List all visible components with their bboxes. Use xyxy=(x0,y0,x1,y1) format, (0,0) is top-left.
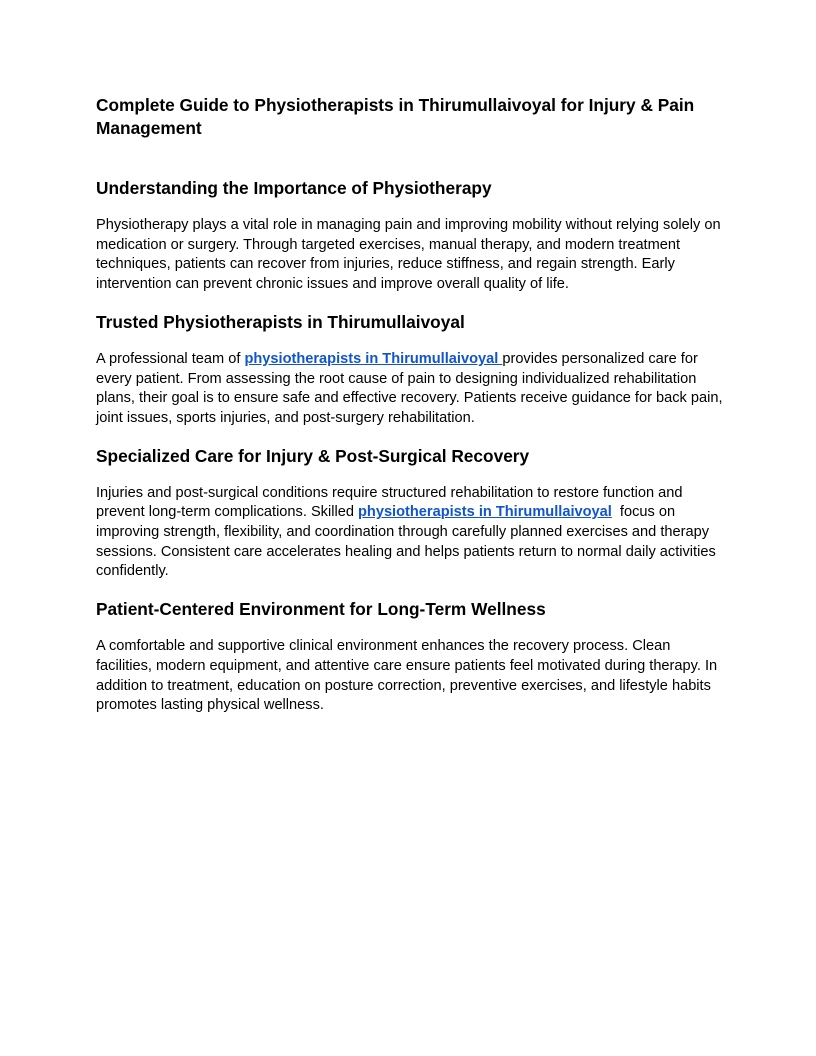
document-page xyxy=(96,94,726,716)
section-heading-specialized: Specialized Care for Injury & Post-Surgical Recovery xyxy=(96,445,530,466)
section-heading-environment: Patient-Centered Environment for Long-Term Wellness xyxy=(96,599,546,620)
document-title: Complete Guide to Physiotherapists in Thirumullaivoyal for Injury & Pain Management xyxy=(96,95,695,138)
section-paragraph-environment: A comfortable and supportive clinical environment enhances the recovery process. Clean facilities, modern equipment, and attentive care ensure patients feel motivated during therapy. In addition to treatment, education on posture correction, preventive exercises, and lifestyle habits promotes lasting physical wellness. xyxy=(96,638,718,714)
section-paragraph-trusted xyxy=(96,350,726,429)
paragraph-text: Injuries and post-surgical conditions require structured rehabilitation to restore function and prevent long-term complications. Skilled xyxy=(96,484,683,521)
section-paragraph-specialized xyxy=(96,484,726,583)
paragraph-text: provides personalized care for every patient. From assessing the root cause of pain to designing individualized rehabilitation plans, their goal is to ensure safe and effective recovery. Patients receive guidance for back pain, joint issues, sports injuries, and post-surgery rehabilitation. xyxy=(96,350,723,426)
section-paragraph-importance: Physiotherapy plays a vital role in managing pain and improving mobility without relying solely on medication or surgery. Through targeted exercises, manual therapy, and modern treatment techniques, patients can recover from injuries, reduce stiffness, and regain strength. Early intervention can prevent chronic issues and improve overall quality of life. xyxy=(96,217,721,293)
paragraph-text: A professional team of xyxy=(96,350,245,367)
paragraph-text: focus on improving strength, flexibility, and coordination through carefully planned exercises and therapy sessions. Consistent care accelerates healing and helps patients return to normal daily activities confidently. xyxy=(96,504,720,580)
section-heading-importance: Understanding the Importance of Physiotherapy xyxy=(96,178,492,198)
physiotherapists-link[interactable]: physiotherapists in Thirumullaivoyal xyxy=(244,350,503,367)
section-heading-trusted: Trusted Physiotherapists in Thirumullaivoyal xyxy=(96,311,465,332)
physiotherapists-link[interactable]: physiotherapists in Thirumullaivoyal xyxy=(358,504,612,521)
